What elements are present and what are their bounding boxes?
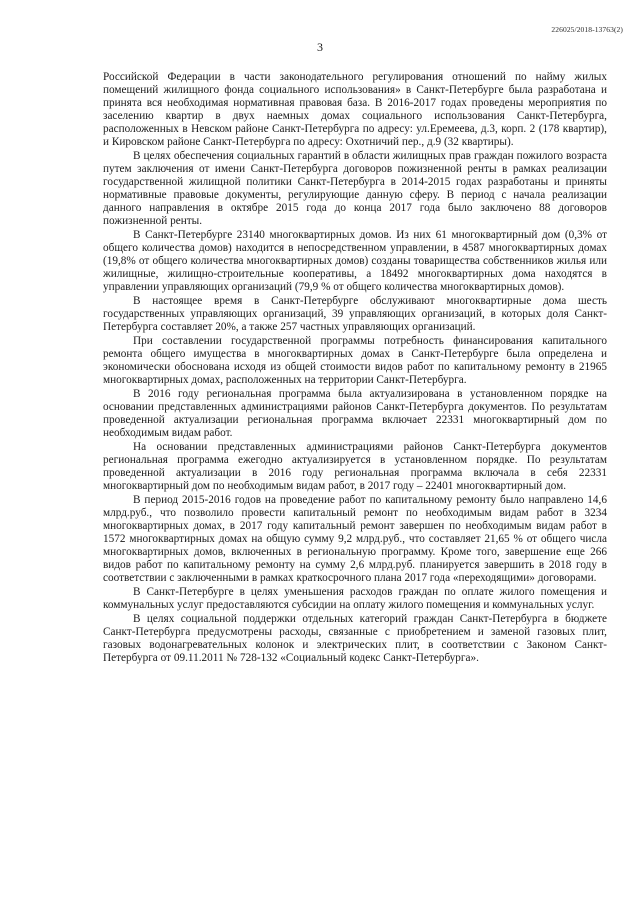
paragraph-capital-repair-results: В период 2015-2016 годов на проведение работ по капитальному ремонту было направлено 14,6 млрд.руб., что позволило провести капитальный ремонт по необходимым видам работ в 3234 многоквартирных домах, в 2017 году капитальный ремонт завершен по необходимым видам работ в 1572 многоквартирных домах на общую сумму 9,2 млрд.руб., что составляет 21,65 % от общего числа многоквартирных домов, включенных в региональную программу. Кроме того, завершение еще 266 видов работ по капитальному ремонту на сумму 2,6 млрд.руб. планируется завершить в 2018 году в соответствии с заключенными в рамках краткосрочного плана 2017 года «переходящими» договорами. [103,494,607,584]
paragraph-annual-program-update: На основании представленных администрациями районов Санкт-Петербурга документов региональная программа ежегодно актуализируется в установленном порядке. По результатам проведенной актуализации в 2016 году региональная программа включала в себя 22331 многоквартирный дом по необходимым видам работ, в 2017 году – 22401 многоквартирный дом. [103,441,607,492]
paragraph-apartment-buildings-count: В Санкт-Петербурге 23140 многоквартирных домов. Из них 61 многоквартирный дом (0,3% от общего количества домов) находится в непосредственном управлении, в 4587 многоквартирных домах (19,8% от общего количества многоквартирных домов) созданы товарищества собственников жилья или жилищные, жилищно-строительные кооперативы, а 18492 многоквартирных дома находятся в управлении управляющих организаций (79,9 % от общего количества многоквартирных домов). [103,229,607,293]
paragraph-program-update-2016: В 2016 году региональная программа была актуализирована в установленном порядке на основании представленных администрациями районов Санкт-Петербурга документов. По результатам проведенной актуализации региональная программа включает 22331 многоквартирный дом по необходимым видам работ. [103,388,607,439]
paragraph-housing-fund: Российской Федерации в части законодательного регулирования отношений по найму жилых помещений жилищного фонда социального использования» в Санкт-Петербурге была разработана и принята вся необходимая нормативная правовая база. В 2016-2017 годах проведены мероприятия по заселению квартир в двух наемных домах социального использования Санкт-Петербурга, расположенных в Невском районе Санкт-Петербурга по адресу: ул.Еремеева, д.3, корп. 2 (178 квартир), и Кировском районе Санкт-Петербурга по адресу: Охотничий пер., д.9 (32 квартиры). [103,71,607,148]
paragraph-social-support-gas-stoves: В целях социальной поддержки отдельных категорий граждан Санкт-Петербурга в бюджете Санкт-Петербурга предусмотрены расходы, связанные с приобретением и заменой газовых плит, газовых водонагревательных колонок и электрических плит, в соответствии с Законом Санкт-Петербурга от 09.11.2011 № 728-132 «Социальный кодекс Санкт-Петербурга». [103,613,607,664]
document-registration-number: 226025/2018-13763(2) [551,25,623,34]
paragraph-capital-repair-financing: При составлении государственной программы потребность финансирования капитального ремонта общего имущества в многоквартирных домах в Санкт-Петербурге была определена и экономически обоснована исходя из общей стоимости видов работ по капитальному ремонту в 21965 многоквартирных домах, расположенных на территории Санкт-Петербурга. [103,335,607,386]
document-body [103,71,607,666]
paragraph-life-annuity: В целях обеспечения социальных гарантий в области жилищных прав граждан пожилого возраста путем заключения от имени Санкт-Петербурга договоров пожизненной ренты в рамках реализации государственной жилищной политики Санкт-Петербурга в 2014-2015 годах разработаны и приняты нормативные правовые документы, регулирующие данную сферу. В период с начала реализации данного направления в октябре 2015 года до конца 2017 года было заключено 88 договоров пожизненной ренты. [103,150,607,227]
paragraph-housing-subsidies: В Санкт-Петербурге в целях уменьшения расходов граждан по оплате жилого помещения и коммунальных услуг предоставляются субсидии на оплату жилого помещения и коммунальных услуг. [103,586,607,611]
paragraph-management-organizations: В настоящее время в Санкт-Петербурге обслуживают многоквартирные дома шесть государственных управляющих организаций, 39 управляющих организаций, в которых доля Санкт-Петербурга составляет 20%, а также 257 частных управляющих организаций. [103,295,607,333]
page-number: 3 [317,40,323,54]
